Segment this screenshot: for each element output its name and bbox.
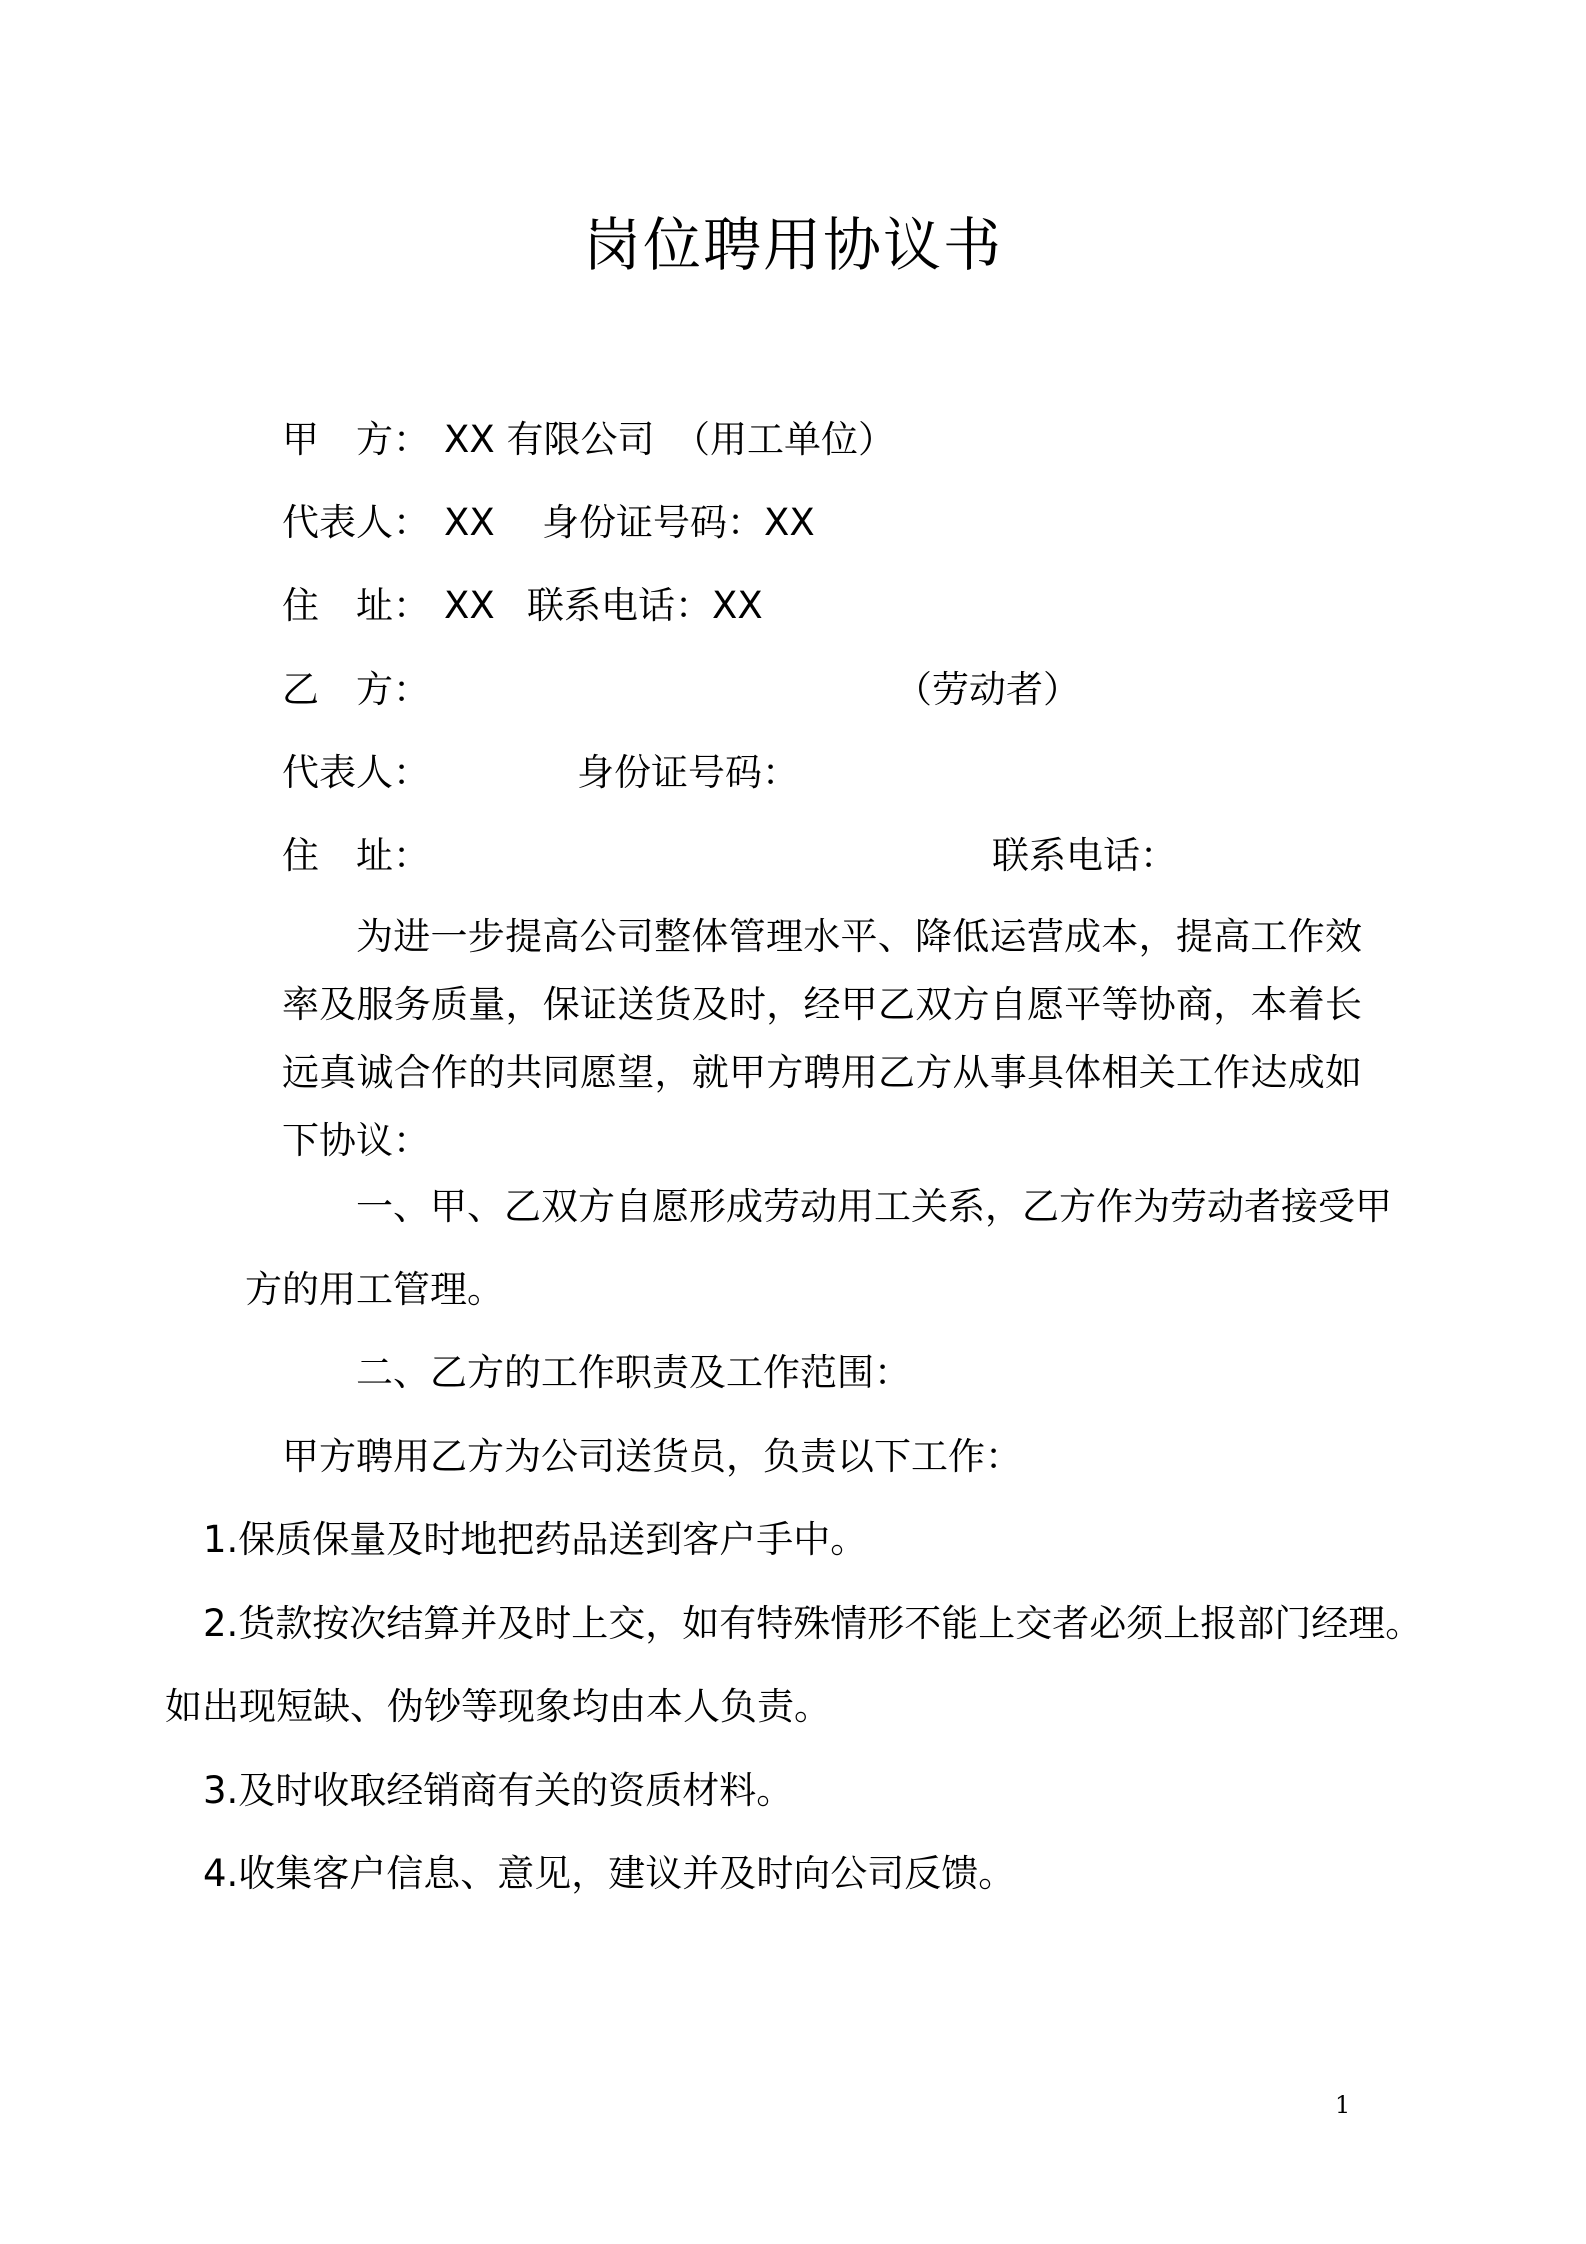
party-b-id-label: 身份证号码： [577, 751, 799, 794]
document-title: 岗位聘用协议书 [582, 211, 1003, 279]
party-b-rep-label: 代表人： [282, 751, 430, 794]
page-number: 1 [1335, 2091, 1351, 2119]
party-a-address-value: XX [444, 584, 495, 627]
clause-1-line-1: 一、甲、乙双方自愿形成劳动用工关系，乙方作为劳动者接受甲 [356, 1185, 1392, 1228]
party-b-label: 乙 方： [282, 668, 430, 711]
clause-1-line-2: 方的用工管理。 [245, 1268, 504, 1311]
party-a-rep-label: 代表人： [282, 501, 430, 544]
duty-item-2-continued: 如出现短缺、伪钞等现象均由本人负责。 [165, 1685, 831, 1728]
party-b-address-label: 住 址： [282, 834, 430, 877]
party-a-id-label: 身份证号码：XX [542, 501, 815, 544]
party-b-role: （劳动者） [895, 668, 1080, 711]
party-b-phone-label: 联系电话： [992, 834, 1177, 877]
duty-item-1: 1.保质保量及时地把药品送到客户手中。 [203, 1518, 868, 1561]
duty-item-3: 3.及时收取经销商有关的资质材料。 [203, 1769, 794, 1812]
party-a-rep-value: XX [444, 501, 495, 544]
party-a-label: 甲 方： [282, 418, 430, 461]
party-a-value: XX 有限公司 （用工单位） [444, 418, 895, 461]
clause-2-intro: 甲方聘用乙方为公司送货员，负责以下工作： [282, 1435, 1022, 1478]
clause-2-heading: 二、乙方的工作职责及工作范围： [356, 1351, 911, 1394]
duty-item-4: 4.收集客户信息、意见，建议并及时向公司反馈。 [203, 1852, 1016, 1895]
party-a-phone-label: 联系电话：XX [527, 584, 763, 627]
preamble-paragraph: 为进一步提高公司整体管理水平、降低运营成本，提高工作效率及服务质量，保证送货及时，经甲乙双方自愿平等协商，本着长远真诚合作的共同愿望，就甲方聘用乙方从事具体相关工作达成如下协议： [282, 915, 1362, 1162]
duty-item-2: 2.货款按次结算并及时上交，如有特殊情形不能上交者必须上报部门经理。 [203, 1602, 1423, 1645]
party-a-address-label: 住 址： [282, 584, 430, 627]
